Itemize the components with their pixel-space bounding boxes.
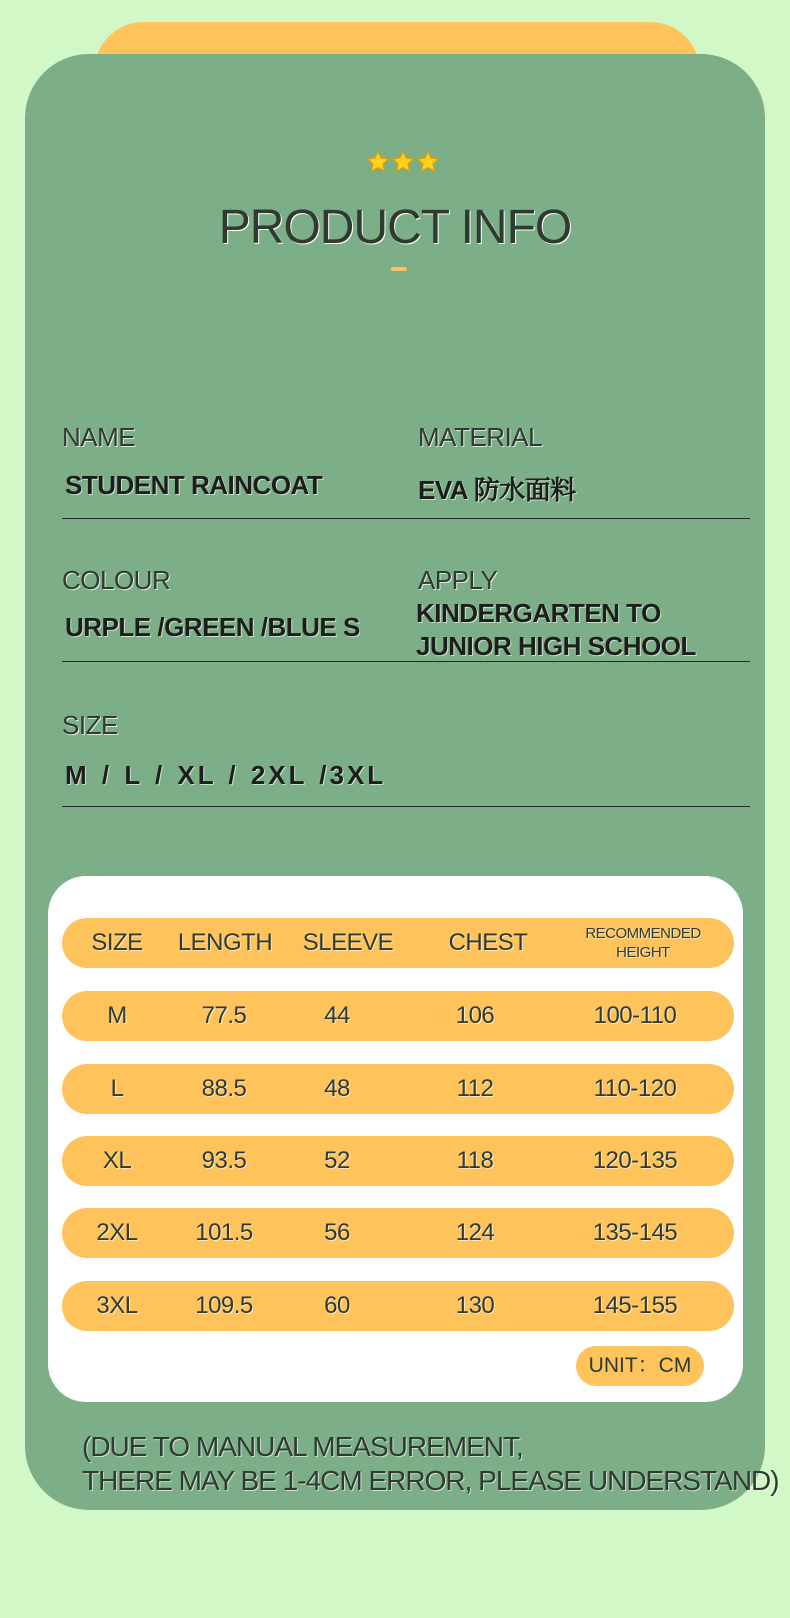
star-icon: [391, 150, 415, 174]
note-line-1: (DUE TO MANUAL MEASUREMENT,: [82, 1431, 523, 1462]
cell-height: 135-145: [592, 1219, 678, 1246]
cell-chest: 106: [455, 1002, 495, 1029]
header-recommended-height: [568, 918, 718, 968]
header-height-line-1: RECOMMENDED: [585, 925, 701, 942]
cell-height: 100-110: [593, 1002, 677, 1029]
header-length: LENGTH: [177, 929, 273, 956]
cell-sleeve: 60: [324, 1292, 350, 1319]
cell-sleeve: 52: [324, 1147, 350, 1174]
cell-height: 145-155: [592, 1292, 678, 1319]
colour-value: URPLE /GREEN /BLUE S: [65, 612, 360, 642]
name-label: NAME: [62, 422, 136, 452]
apply-line-1: KINDERGARTEN TO: [416, 598, 661, 628]
header-size: SIZE: [91, 929, 143, 956]
note-line-2: THERE MAY BE 1-4CM ERROR, PLEASE UNDERSTAND): [82, 1465, 779, 1496]
cell-size: 3XL: [96, 1292, 138, 1319]
table-row: [62, 991, 734, 1041]
cell-chest: 112: [456, 1075, 494, 1102]
unit-badge: UNIT：CM: [576, 1346, 704, 1386]
cell-chest: 130: [455, 1292, 495, 1319]
header-sleeve: SLEEVE: [302, 929, 394, 956]
cell-length: 77.5: [201, 1002, 247, 1029]
table-row: [62, 1281, 734, 1331]
apply-line-2: JUNIOR HIGH SCHOOL: [416, 631, 696, 661]
cell-length: 101.5: [195, 1219, 253, 1246]
cell-sleeve: 56: [324, 1219, 350, 1246]
cell-size: 2XL: [96, 1219, 138, 1246]
star-icon: [416, 150, 440, 174]
header-height-line-2: HEIGHT: [616, 944, 670, 961]
header-chest: CHEST: [448, 929, 528, 956]
title-underline: [391, 267, 407, 271]
table-row: [62, 1064, 734, 1114]
material-label: MATERIAL: [418, 422, 543, 452]
page-title: PRODUCT INFO: [218, 201, 572, 254]
cell-size: M: [107, 1002, 127, 1029]
size-label: SIZE: [62, 710, 118, 740]
cell-sleeve: 44: [324, 1002, 350, 1029]
cell-size: XL: [102, 1147, 132, 1174]
cell-height: 110-120: [593, 1075, 677, 1102]
cell-height: 120-135: [592, 1147, 678, 1174]
cell-length: 109.5: [195, 1292, 253, 1319]
cell-chest: 124: [455, 1219, 495, 1246]
apply-value: [416, 597, 696, 663]
rating-stars: [366, 150, 442, 176]
cell-sleeve: 48: [324, 1075, 350, 1102]
apply-label: APPLY: [418, 565, 498, 595]
divider: [62, 661, 750, 662]
cell-size: L: [110, 1075, 124, 1102]
divider: [62, 518, 750, 519]
cell-length: 93.5: [201, 1147, 247, 1174]
size-value: M / L / XL / 2XL /3XL: [65, 760, 387, 790]
colour-label: COLOUR: [62, 565, 171, 595]
measurement-note: [82, 1430, 779, 1498]
divider: [62, 806, 750, 807]
table-row: [62, 1208, 734, 1258]
table-header-row: [62, 918, 734, 968]
cell-chest: 118: [456, 1147, 494, 1174]
table-row: [62, 1136, 734, 1186]
material-value: EVA 防水面料: [418, 475, 576, 505]
star-icon: [366, 150, 390, 174]
name-value: STUDENT RAINCOAT: [65, 470, 323, 500]
cell-length: 88.5: [201, 1075, 247, 1102]
